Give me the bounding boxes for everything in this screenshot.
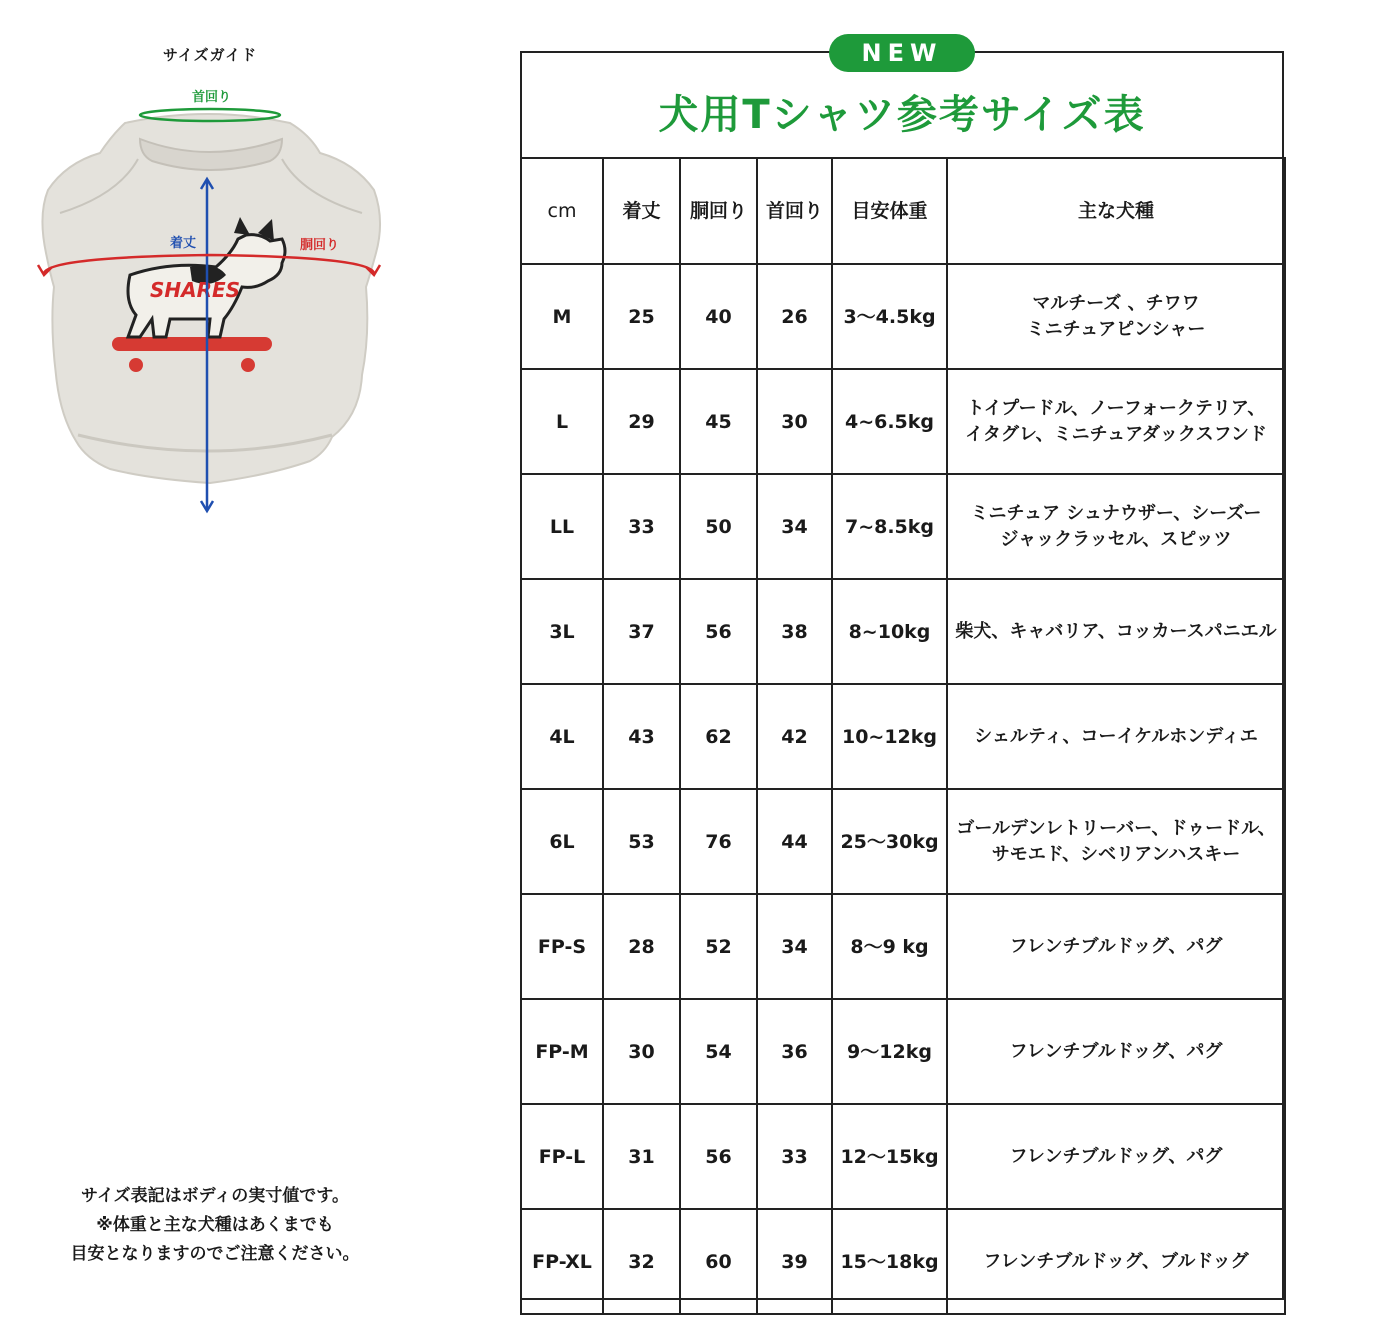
note-line: ※体重と主な犬種はあくまでも [96, 1215, 334, 1235]
cell-breeds [947, 894, 1285, 999]
cell-chest: 50 [680, 474, 757, 579]
size-guide-title: サイズガイド [162, 46, 258, 64]
cell-size: L [521, 369, 603, 474]
cell-weight: 3～4.5kg [832, 264, 947, 369]
cell-breeds [947, 264, 1285, 369]
cell-neck: 42 [757, 684, 832, 789]
cell-weight: 4~6.5kg [832, 369, 947, 474]
cell-breeds [947, 474, 1285, 579]
cell-chest: 76 [680, 789, 757, 894]
cell-weight: 7~8.5kg [832, 474, 947, 579]
header-neck: 首回り [757, 158, 832, 264]
size-notes [20, 1182, 410, 1269]
table-row [521, 474, 1285, 579]
cell-neck: 44 [757, 789, 832, 894]
table-row [521, 579, 1285, 684]
note-line: 目安となりますのでご注意ください。 [70, 1244, 360, 1264]
breed-line: ゴールデンレトリーバー、ドゥードル、 [956, 817, 1276, 839]
length-label: 着丈 [170, 236, 197, 251]
cell-neck: 36 [757, 999, 832, 1104]
cell-weight: 12～15kg [832, 1104, 947, 1209]
header-breeds: 主な犬種 [947, 158, 1285, 264]
breed-line: サモエド、シベリアンハスキー [991, 843, 1241, 865]
cell-chest: 60 [680, 1209, 757, 1314]
cell-weight: 15～18kg [832, 1209, 947, 1314]
cell-size: FP-L [521, 1104, 603, 1209]
cell-neck: 39 [757, 1209, 832, 1314]
cell-breeds [947, 1104, 1285, 1209]
wheel-icon [241, 358, 255, 372]
cell-length: 32 [603, 1209, 680, 1314]
breed-line: シェルティ、コーイケルホンディエ [974, 725, 1258, 747]
cell-breeds [947, 789, 1285, 894]
cell-neck: 26 [757, 264, 832, 369]
breed-line: 柴犬、キャバリア、コッカースパニエル [955, 620, 1277, 642]
cell-size: FP-S [521, 894, 603, 999]
chart-title: 犬用Tシャツ参考サイズ表 [658, 92, 1146, 138]
breed-line: イタグレ、ミニチュアダックスフンド [965, 423, 1267, 445]
table-row [521, 684, 1285, 789]
table-row [521, 999, 1285, 1104]
cell-weight: 25～30kg [832, 789, 947, 894]
cell-breeds [947, 579, 1285, 684]
skateboard-icon [112, 337, 272, 351]
cell-neck: 38 [757, 579, 832, 684]
cell-length: 30 [603, 999, 680, 1104]
cell-chest: 62 [680, 684, 757, 789]
cell-neck: 34 [757, 894, 832, 999]
cell-length: 25 [603, 264, 680, 369]
cell-neck: 30 [757, 369, 832, 474]
cell-chest: 52 [680, 894, 757, 999]
header-weight: 目安体重 [832, 158, 947, 264]
cell-breeds [947, 684, 1285, 789]
table-row [521, 1209, 1285, 1314]
chest-label: 胴回り [300, 238, 340, 253]
wheel-icon [129, 358, 143, 372]
cell-size: M [521, 264, 603, 369]
size-chart [520, 51, 1284, 1300]
cell-weight: 10~12kg [832, 684, 947, 789]
cell-chest: 56 [680, 1104, 757, 1209]
cell-neck: 34 [757, 474, 832, 579]
cell-length: 28 [603, 894, 680, 999]
cell-weight: 8~10kg [832, 579, 947, 684]
shirt-diagram [20, 75, 400, 535]
note-line: サイズ表記はボディの実寸値です。 [81, 1186, 349, 1206]
header-unit: cm [521, 158, 603, 264]
cell-length: 29 [603, 369, 680, 474]
neck-label: 首回り [192, 90, 232, 105]
cell-breeds [947, 369, 1285, 474]
cell-length: 43 [603, 684, 680, 789]
table-header-row [521, 158, 1285, 264]
cell-neck: 33 [757, 1104, 832, 1209]
breed-line: ミニチュアピンシャー [1026, 318, 1206, 340]
cell-size: FP-M [521, 999, 603, 1104]
breed-line: フレンチブルドッグ、パグ [1009, 1145, 1223, 1167]
table-row [521, 1104, 1285, 1209]
table-row [521, 894, 1285, 999]
cell-length: 37 [603, 579, 680, 684]
breed-line: ミニチュア シュナウザー、シーズー [970, 502, 1262, 524]
cell-size: LL [521, 474, 603, 579]
cell-chest: 56 [680, 579, 757, 684]
cell-size: 4L [521, 684, 603, 789]
table-row [521, 264, 1285, 369]
breed-line: トイプードル、ノーフォークテリア、 [966, 397, 1266, 419]
cell-weight: 8～9 kg [832, 894, 947, 999]
cell-chest: 40 [680, 264, 757, 369]
cell-size: 3L [521, 579, 603, 684]
breed-line: フレンチブルドッグ、パグ [1009, 1040, 1223, 1062]
cell-weight: 9～12kg [832, 999, 947, 1104]
header-length: 着丈 [603, 158, 680, 264]
breed-line: ジャックラッセル、スピッツ [1000, 528, 1232, 550]
breed-line: マルチーズ 、チワワ [1032, 292, 1200, 314]
cell-length: 31 [603, 1104, 680, 1209]
new-badge: NEW [829, 34, 975, 72]
cell-chest: 45 [680, 369, 757, 474]
cell-size: 6L [521, 789, 603, 894]
cell-breeds [947, 999, 1285, 1104]
cell-breeds [947, 1209, 1285, 1314]
cell-length: 33 [603, 474, 680, 579]
cell-chest: 54 [680, 999, 757, 1104]
table-row [521, 369, 1285, 474]
breed-line: フレンチブルドッグ、ブルドッグ [983, 1250, 1249, 1272]
cell-size: FP-XL [521, 1209, 603, 1314]
table-row [521, 789, 1285, 894]
breed-line: フレンチブルドッグ、パグ [1009, 935, 1223, 957]
print-text: SHARES [150, 278, 241, 302]
cell-length: 53 [603, 789, 680, 894]
header-chest: 胴回り [680, 158, 757, 264]
size-table [520, 157, 1286, 1315]
